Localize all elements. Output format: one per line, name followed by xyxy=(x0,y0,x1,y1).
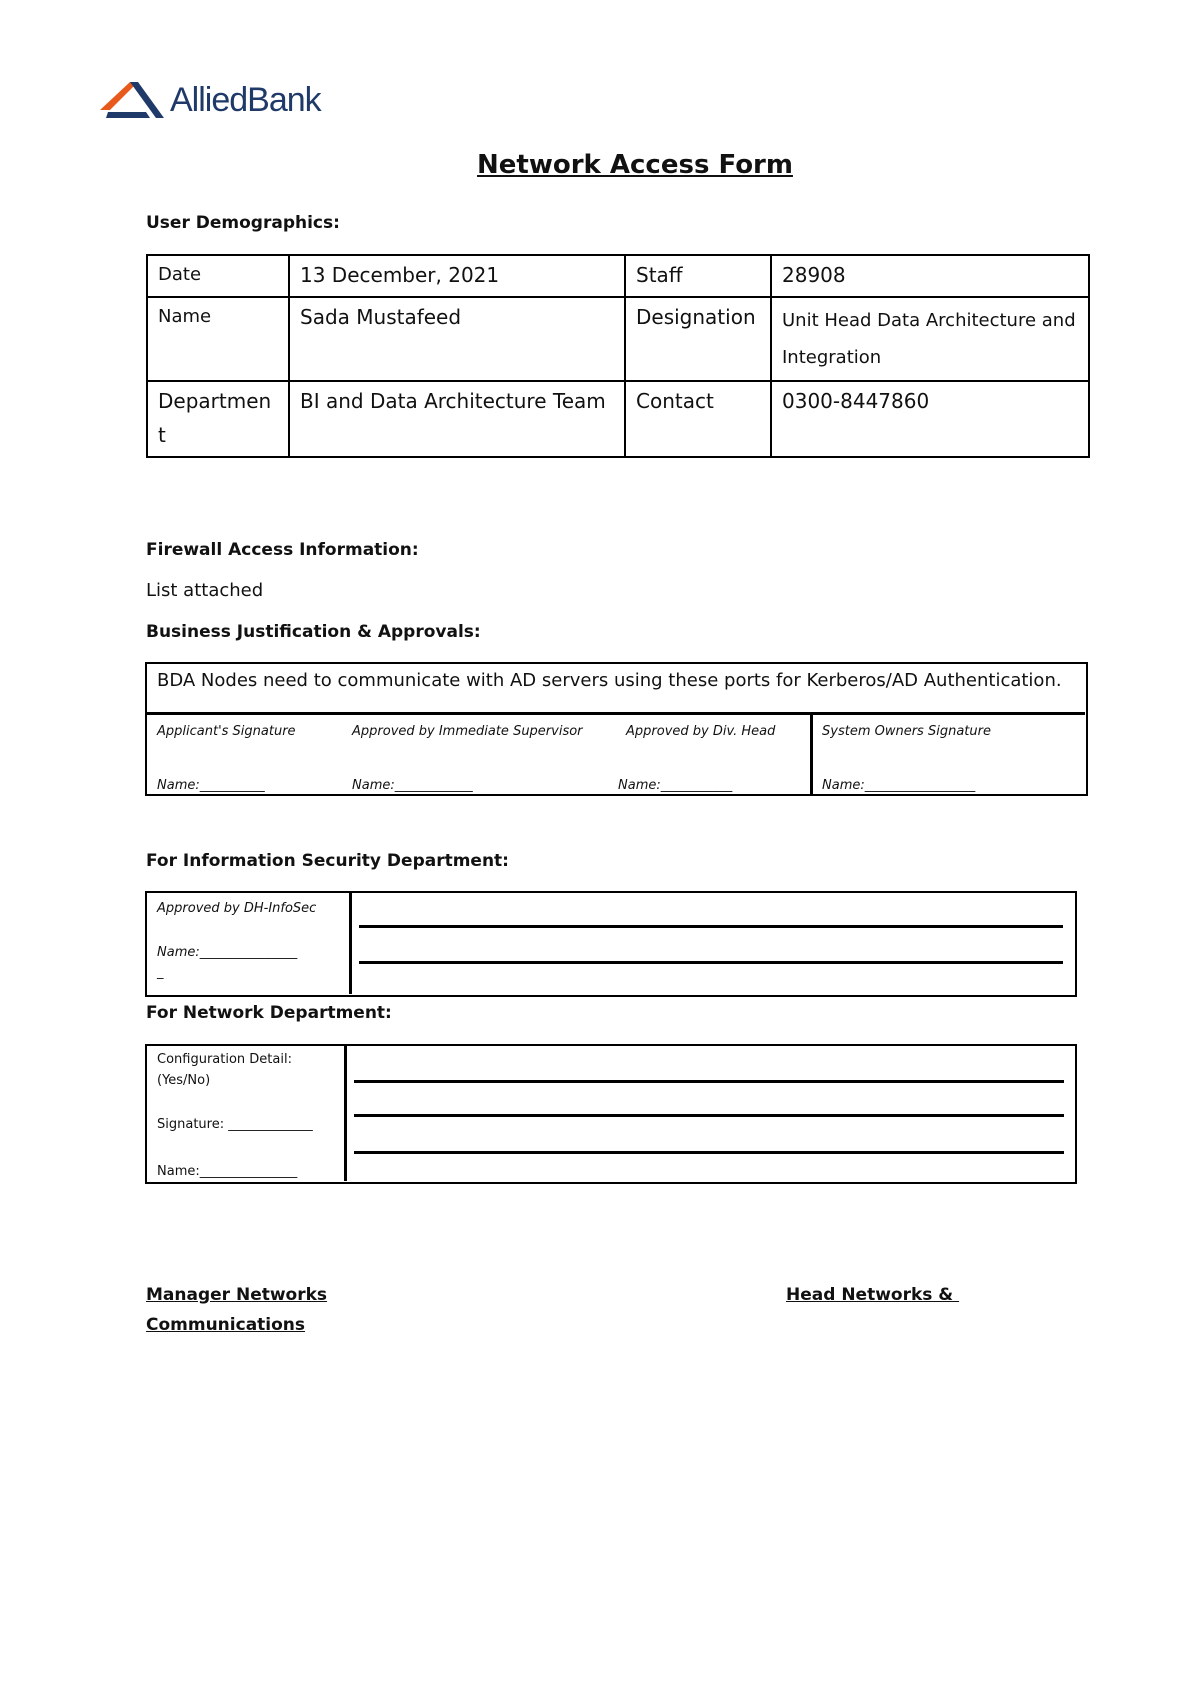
staff-label: Staff xyxy=(625,255,771,297)
user-demographics-table xyxy=(146,254,1090,458)
justification-vertical-divider xyxy=(810,712,813,794)
applicant-name-line[interactable]: Name:__________ xyxy=(157,778,265,793)
justification-heading: Business Justification & Approvals: xyxy=(146,622,481,642)
date-label: Date xyxy=(147,255,289,297)
applicant-signature-label: Applicant's Signature xyxy=(157,724,296,739)
network-divider xyxy=(344,1046,347,1181)
head-networks-signoff: Head Networks & xyxy=(786,1285,960,1305)
infosec-approved-by-label: Approved by DH-InfoSec xyxy=(157,901,317,916)
infosec-box xyxy=(145,891,1077,997)
div-head-approval-label: Approved by Div. Head xyxy=(626,724,776,739)
network-name-line[interactable]: Name:_______________ xyxy=(157,1164,298,1179)
contact-label: Contact xyxy=(625,381,771,457)
department-label: Department xyxy=(147,381,289,457)
infosec-divider xyxy=(349,893,352,994)
staff-value: 28908 xyxy=(771,255,1089,297)
supervisor-approval-label: Approved by Immediate Supervisor xyxy=(352,724,583,739)
name-label: Name xyxy=(147,297,289,381)
justification-divider xyxy=(147,712,1085,715)
logo-wordmark: AlliedBank xyxy=(170,80,321,119)
infosec-comment-line-2[interactable] xyxy=(359,961,1063,964)
configuration-detail-label: Configuration Detail: xyxy=(157,1052,292,1067)
system-owner-signature-label: System Owners Signature xyxy=(822,724,991,739)
department-value: BI and Data Architecture Team xyxy=(289,381,625,457)
justification-text: BDA Nodes need to communicate with AD servers using these ports for Kerberos/AD Authentication. xyxy=(157,670,1062,691)
network-heading: For Network Department: xyxy=(146,1003,392,1023)
firewall-value: List attached xyxy=(146,580,264,601)
justification-box xyxy=(145,662,1088,796)
allied-bank-logo xyxy=(100,76,321,124)
form-title: Network Access Form xyxy=(477,150,793,180)
network-detail-line-2[interactable] xyxy=(354,1114,1064,1117)
infosec-comment-line-1[interactable] xyxy=(359,925,1063,928)
manager-networks-signoff xyxy=(146,1280,327,1340)
network-detail-line-1[interactable] xyxy=(354,1080,1064,1083)
date-value: 13 December, 2021 xyxy=(289,255,625,297)
contact-value: 0300-8447860 xyxy=(771,381,1089,457)
designation-value: Unit Head Data Architecture and Integration xyxy=(771,297,1089,381)
infosec-heading: For Information Security Department: xyxy=(146,851,509,871)
name-value: Sada Mustafeed xyxy=(289,297,625,381)
system-owner-name-line[interactable]: Name:_________________ xyxy=(822,778,976,793)
network-detail-line-3[interactable] xyxy=(354,1151,1064,1154)
manager-networks-line1: Manager Networks xyxy=(146,1285,328,1305)
infosec-name-line-cont: _ xyxy=(157,965,164,980)
firewall-heading: Firewall Access Information: xyxy=(146,540,419,560)
network-box xyxy=(145,1044,1077,1184)
designation-label: Designation xyxy=(625,297,771,381)
configuration-options: (Yes/No) xyxy=(157,1073,211,1088)
network-signature-line[interactable]: Signature: _____________ xyxy=(157,1117,313,1132)
supervisor-name-line[interactable]: Name:____________ xyxy=(352,778,473,793)
allied-bank-logo-icon xyxy=(100,78,166,122)
user-demographics-heading: User Demographics: xyxy=(146,213,340,233)
manager-networks-line2: Communications xyxy=(146,1315,306,1335)
div-head-name-line[interactable]: Name:___________ xyxy=(618,778,733,793)
infosec-name-line[interactable]: Name:_______________ xyxy=(157,945,298,960)
